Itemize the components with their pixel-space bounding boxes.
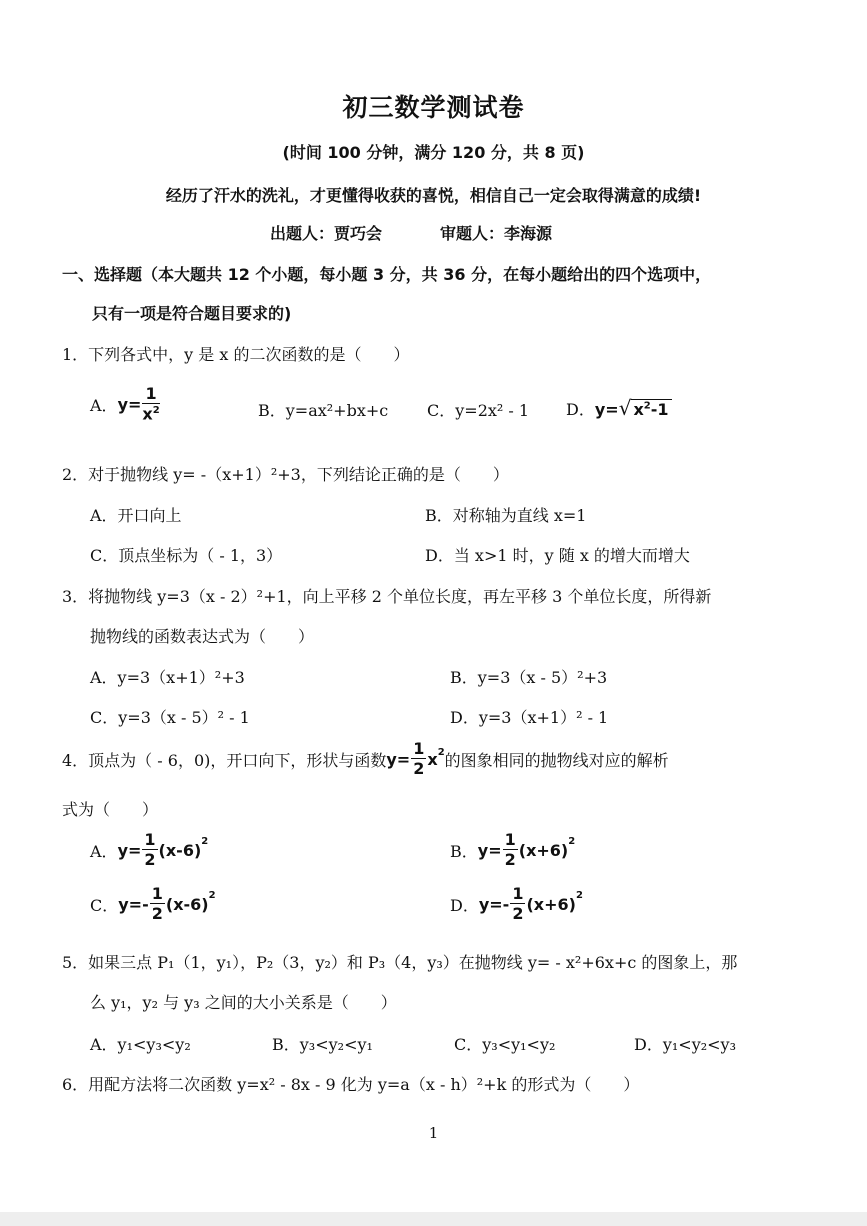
exam-motto: 经历了汗水的洗礼，才更懂得收获的喜悦，相信自己一定会取得满意的成绩! [165, 186, 702, 205]
radical-icon: √ [618, 396, 632, 420]
q4-fn-exponent: 2 [437, 747, 445, 758]
q4-a-post: (x-6) [158, 840, 202, 860]
q4-stem-pre: 4．顶点为（ - 6，0)，开口向下，形状与函数 [62, 750, 387, 770]
q1-option-a [90, 386, 161, 422]
q4-b-numerator: 1 [504, 830, 516, 849]
q4-option-b [450, 832, 575, 868]
q4-fn-fraction [411, 741, 426, 777]
q4-d-numerator: 1 [512, 884, 524, 903]
section1-heading-line2: 只有一项是符合题目要求的) [92, 304, 292, 323]
q4-fn-numerator: 1 [413, 739, 425, 758]
q4-option-c [90, 886, 216, 922]
q4-fn-pre: y= [386, 749, 411, 769]
q1-a-numerator: 1 [142, 386, 159, 404]
exam-reviewer: 审题人：李海源 [440, 224, 553, 243]
q4-b-label: B． [450, 841, 478, 861]
q6-stem: 6．用配方法将二次函数 y=x² - 8x - 9 化为 y=a（x - h）²+k 的形式为（ ） [62, 1075, 640, 1094]
q2-option-b: B．对称轴为直线 x=1 [425, 506, 587, 525]
q1-d-pre: y= [594, 400, 619, 419]
exam-subtitle: (时间 100 分钟，满分 120 分，共 8 页) [282, 143, 585, 162]
q5-option-b: B．y₃<y₂<y₁ [272, 1035, 373, 1054]
q4-fn-denominator: 2 [413, 759, 425, 778]
q4-a-fraction [142, 832, 157, 868]
q4-c-fraction [150, 886, 165, 922]
q4-a-numerator: 1 [144, 830, 156, 849]
q4-d-post: (x+6) [526, 894, 576, 914]
q1-a-fraction [142, 386, 159, 422]
exam-title: 初三数学测试卷 [342, 93, 525, 122]
q4-d-fraction [510, 886, 525, 922]
q4-b-fraction [503, 832, 518, 868]
q5-option-c: C．y₃<y₁<y₂ [454, 1035, 556, 1054]
q4-b-exponent: 2 [568, 836, 576, 847]
q1-d-radicand [631, 399, 671, 419]
q3-stem-line1: 3．将抛物线 y=3（x - 2）²+1，向上平移 2 个单位长度，再左平移 3 个单位长度，所得新 [62, 587, 712, 606]
q1-d-label: D． [566, 400, 595, 419]
q4-d-pre: y=- [478, 894, 510, 914]
q4-c-pre: y=- [118, 894, 149, 914]
q3-option-a: A．y=3（x+1）²+3 [90, 668, 245, 687]
q1-option-d [566, 396, 672, 420]
q4-stem-line2: 式为（ ） [62, 800, 159, 819]
q4-d-label: D． [450, 895, 479, 915]
q4-c-denominator: 2 [151, 904, 163, 923]
q1-option-b: B．y=ax²+bx+c [258, 401, 389, 420]
q4-a-label: A． [90, 841, 118, 861]
q5-option-a: A．y₁<y₃<y₂ [90, 1035, 191, 1054]
q2-option-c: C．顶点坐标为（ - 1，3） [90, 546, 283, 565]
q4-b-pre: y= [477, 840, 502, 860]
q4-a-pre: y= [117, 840, 142, 860]
q5-stem-line2: 么 y₁，y₂ 与 y₃ 之间的大小关系是（ ） [90, 993, 397, 1012]
q4-c-numerator: 1 [151, 884, 163, 903]
q4-option-a [90, 832, 208, 868]
q1-a-label: A． [90, 395, 118, 415]
q2-stem: 2．对于抛物线 y= -（x+1）²+3，下列结论正确的是（ ） [62, 465, 509, 484]
q4-stem [62, 741, 669, 777]
q1-option-c: C．y=2x² - 1 [427, 401, 530, 420]
exam-setter: 出题人：贾巧会 [270, 224, 383, 243]
q4-c-exponent: 2 [208, 890, 216, 901]
q1-d-exponent: 2 [643, 400, 651, 412]
page-bottom-edge [0, 1212, 867, 1226]
q4-d-denominator: 2 [512, 904, 524, 923]
q4-fn-post: x [427, 749, 438, 769]
q4-c-label: C． [90, 895, 119, 915]
q4-option-d [450, 886, 583, 922]
q1-d-radicand-post: -1 [650, 400, 669, 419]
q4-stem-post: 的图象相同的抛物线对应的解析 [444, 750, 669, 770]
q3-option-c: C．y=3（x - 5）² - 1 [90, 708, 250, 727]
q1-stem: 1．下列各式中，y 是 x 的二次函数的是（ ） [62, 345, 410, 364]
q5-stem-line1: 5．如果三点 P₁（1，y₁），P₂（3，y₂）和 P₃（4，y₃）在抛物线 y= - x²+6x+c 的图象上，那 [62, 953, 738, 972]
q4-b-post: (x+6) [518, 840, 569, 860]
q4-d-exponent: 2 [575, 890, 583, 901]
q3-stem-line2: 抛物线的函数表达式为（ ） [90, 627, 315, 646]
q4-a-exponent: 2 [201, 836, 209, 847]
q2-option-a: A．开口向上 [90, 506, 182, 525]
q3-option-d: D．y=3（x+1）² - 1 [450, 708, 609, 727]
q1-d-radicand-base: x [633, 400, 644, 419]
q4-b-denominator: 2 [504, 850, 516, 869]
q5-option-d: D．y₁<y₂<y₃ [634, 1035, 737, 1054]
page-number: 1 [428, 1124, 439, 1142]
q1-a-denominator: x [142, 404, 153, 424]
q3-option-b: B．y=3（x - 5）²+3 [450, 668, 608, 687]
q4-c-post: (x-6) [165, 894, 209, 914]
q4-a-denominator: 2 [144, 850, 156, 869]
q1-a-pre: y= [117, 394, 142, 414]
section1-heading-line1: 一、选择题（本大题共 12 个小题，每小题 3 分，共 36 分，在每小题给出的四个选项中， [62, 265, 712, 284]
q2-option-d: D．当 x>1 时，y 随 x 的增大而增大 [425, 546, 690, 565]
q1-a-exponent: 2 [152, 405, 160, 416]
